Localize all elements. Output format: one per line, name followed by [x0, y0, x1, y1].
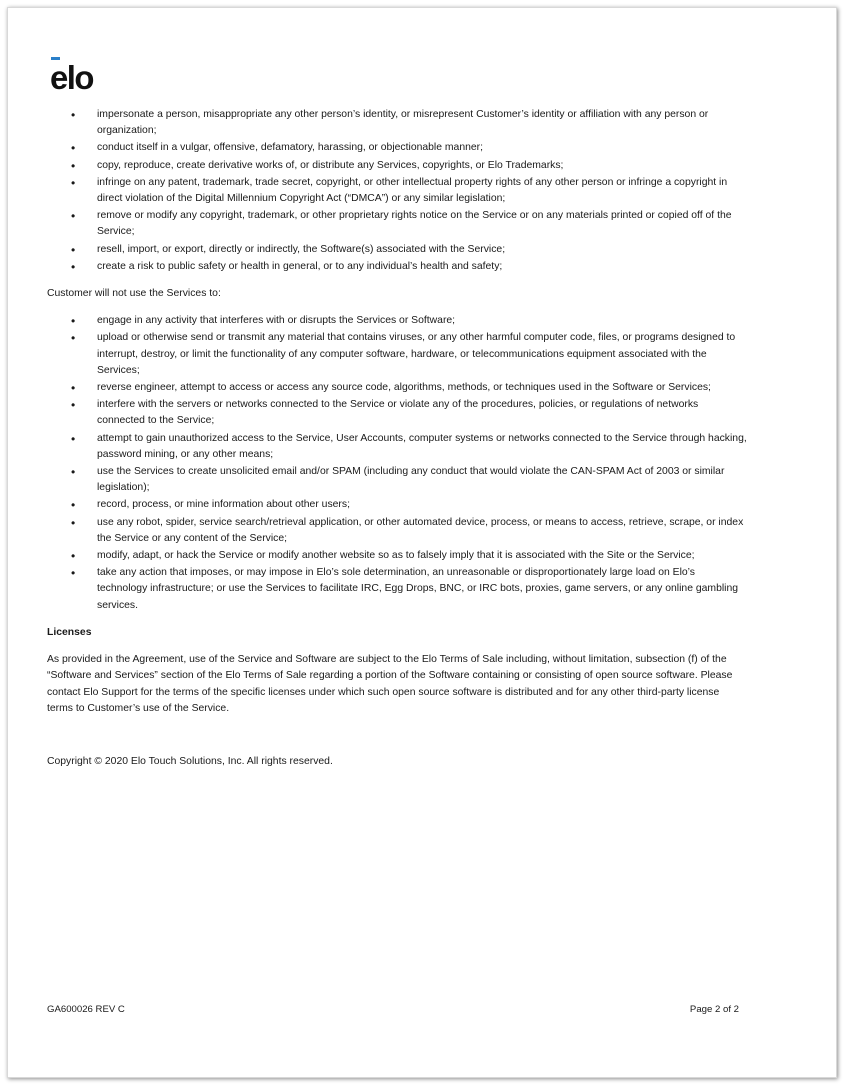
services-intro: Customer will not use the Services to:: [47, 288, 221, 300]
list-item: • interfere with the servers or networks connected to the Service or violate any of the procedures, policies, or regulations of networks connected to the Service;: [47, 397, 747, 429]
copyright-notice: Copyright © 2020 Elo Touch Solutions, Inc. All rights reserved.: [47, 755, 333, 767]
prohibited-conduct-list: [47, 107, 747, 275]
footer-doc-id: GA600026 REV C: [47, 1004, 125, 1015]
svg-text:elo: elo: [50, 59, 94, 91]
list-item: • copy, reproduce, create derivative works of, or distribute any Services, copyrights, or Elo Trademarks;: [47, 158, 747, 174]
licenses-paragraph: As provided in the Agreement, use of the Service and Software are subject to the Elo Terms of Sale including, without limitation, subsection (f) of the “Software and Services” section of the Elo Terms of Sale regarding a portion of the Software containing or consisting of open source software. Please contact Elo Support for the terms of the specific licenses under which such open source software is distributed and for any other third-party license terms to Customer’s use of the Service.: [47, 654, 733, 714]
list-item: • conduct itself in a vulgar, offensive, defamatory, harassing, or objectionable manner;: [47, 140, 747, 156]
footer-page-number: Page 2 of 2: [689, 1004, 739, 1015]
list-item: • upload or otherwise send or transmit any material that contains viruses, or any other harmful computer code, files, or programs designed to interrupt, destroy, or limit the functionality of any computer software, hardware, or telecommunications equipment associated with the Services;: [47, 330, 747, 379]
list-item: • engage in any activity that interferes with or disrupts the Services or Software;: [47, 313, 747, 329]
list-item: • take any action that imposes, or may impose in Elo’s sole determination, an unreasonable or disproportionately large load on Elo’s technology infrastructure; or use the Services to facilitate IRC, Egg Drops, BNC, or IRC bots, proxies, game servers, or any online gambling services.: [47, 565, 747, 614]
elo-logo: [50, 55, 94, 91]
list-item: • attempt to gain unauthorized access to the Service, User Accounts, computer systems or networks connected to the Service through hacking, password mining, or any other means;: [47, 431, 747, 463]
prohibited-services-list: [47, 313, 747, 614]
list-item: • use any robot, spider, service search/retrieval application, or other automated device, process, or means to access, retrieve, scrape, or index the Service or any content of the Service;: [47, 515, 747, 547]
document-page: [7, 7, 837, 1078]
list-item: • use the Services to create unsolicited email and/or SPAM (including any conduct that would violate the CAN-SPAM Act of 2003 or similar legislation);: [47, 464, 747, 496]
list-item: • impersonate a person, misappropriate any other person’s identity, or misrepresent Customer’s identity or affiliation with any person or organization;: [47, 107, 747, 139]
list-item: • reverse engineer, attempt to access or access any source code, algorithms, methods, or techniques used in the Software or Services;: [47, 380, 747, 396]
list-item: • infringe on any patent, trademark, trade secret, copyright, or other intellectual property rights of any other person or infringe a copyright in direct violation of the Digital Millennium Copyright Act (“DMCA”) or any similar legislation;: [47, 175, 747, 207]
list-item: • record, process, or mine information about other users;: [47, 497, 747, 513]
licenses-heading: Licenses: [47, 626, 92, 638]
document-body: [47, 107, 747, 770]
list-item: • create a risk to public safety or health in general, or to any individual’s health and safety;: [47, 259, 747, 275]
list-item: • remove or modify any copyright, trademark, or other proprietary rights notice on the Service or on any materials printed or copied off of the Service;: [47, 208, 747, 240]
list-item: • modify, adapt, or hack the Service or modify another website so as to falsely imply that it is associated with the Site or the Service;: [47, 548, 747, 564]
list-item: • resell, import, or export, directly or indirectly, the Software(s) associated with the Service;: [47, 242, 747, 258]
